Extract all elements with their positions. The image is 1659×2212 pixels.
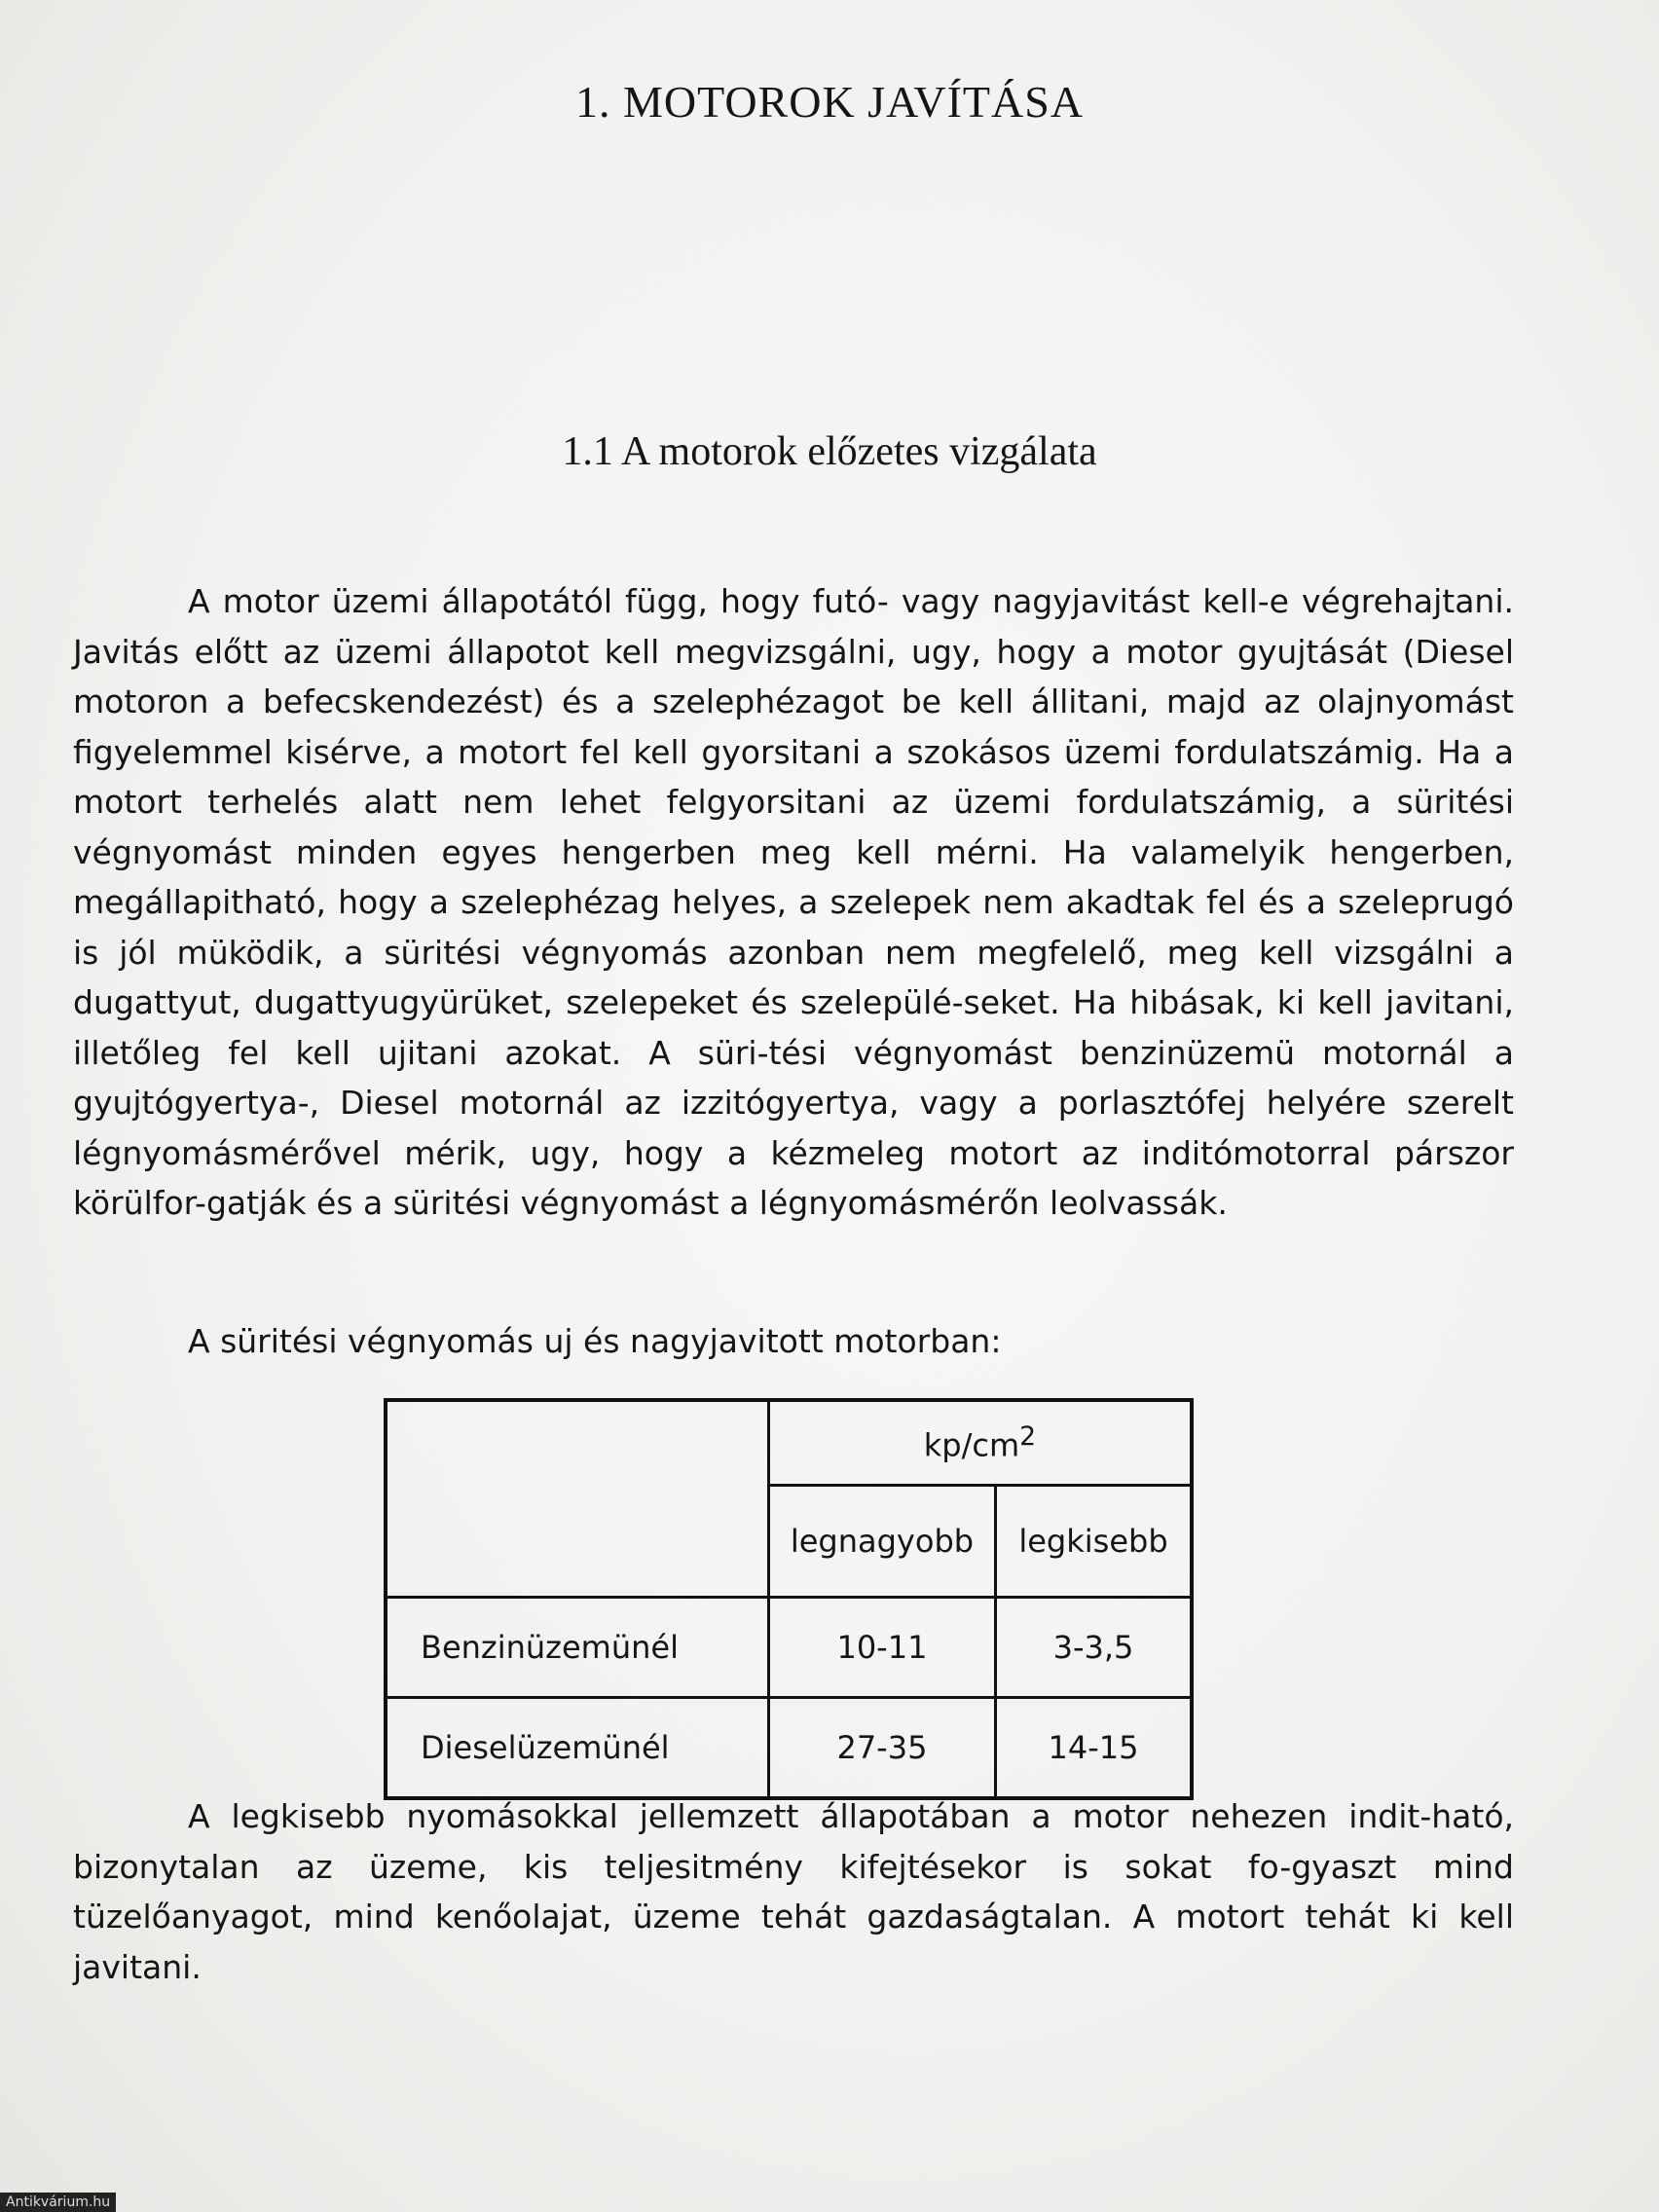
cell-diesel-max: 27-35: [768, 1698, 995, 1799]
row-label-diesel: Dieselüzemünél: [386, 1698, 768, 1799]
compression-pressure-table: [384, 1398, 1194, 1800]
table-unit-header: [768, 1400, 1192, 1486]
table-blank-corner: [386, 1400, 768, 1598]
paragraph-conclusion: A legkisebb nyomásokkal jellemzett állapotában a motor nehezen indit-ható, bizonytalan az üzeme, kis teljesitmény kifejtésekor is sokat fo-gyaszt mind tüzelőanyagot, mind kenőolajat, üzeme tehát gazdaságtalan. A motort tehát ki kell javitani.: [73, 1797, 1514, 1986]
section-title: 1.1 A motorok előzetes vizgálata: [562, 429, 1097, 474]
column-header-min: legkisebb: [996, 1486, 1193, 1598]
unit-exponent: 2: [1019, 1421, 1037, 1453]
unit-base: kp/cm: [923, 1426, 1020, 1464]
table-row: [386, 1598, 1192, 1698]
site-watermark: Antikvárium.hu: [0, 2193, 116, 2212]
paragraph-engine-inspection: A motor üzemi állapotától függ, hogy futó- vagy nagyjavitást kell-e végrehajtani. Javitás előtt az üzemi állapotot kell megvizsgálni, ugy, hogy a motor gyujtását (Diesel motoron a befecskendezést) és a szelephézagot be kell állitani, majd az olajnyomást figyelemmel kisérve, a motort fel kell gyorsitani a szokásos üzemi fordulatszámig. Ha a motort terhelés alatt nem lehet felgyorsitani az üzemi fordulatszámig, a süritési végnyomást minden egyes hengerben meg kell mérni. Ha valamelyik hengerben, megállapitható, hogy a szelephézag helyes, a szelepek nem akadtak fel és a szeleprugó is jól müködik, a süritési végnyomás azonban nem megfelelő, meg kell vizsgálni a dugattyut, dugattyugyürüket, szelepeket és szelepülé-seket. Ha hibásak, ki kell javitani, illetőleg fel kell ujitani azokat. A süri-tési végnyomást benzinüzemü motornál a gyujtógyertya-, Diesel motornál az izzitógyertya, vagy a porlasztófej helyére szerelt légnyomásmérővel mérik, ugy, hogy a kézmeleg motort az inditómotorral párszor körülfor-gatják és a süritési végnyomást a légnyomásmérőn leolvassák.: [73, 582, 1514, 1222]
row-label-petrol: Benzinüzemünél: [386, 1598, 768, 1698]
cell-petrol-min: 3-3,5: [996, 1598, 1193, 1698]
table-row: [386, 1698, 1192, 1799]
paragraph-table-intro: A süritési végnyomás uj és nagyjavitott motorban:: [188, 1322, 1002, 1360]
chapter-title: 1. MOTOROK JAVÍTÁSA: [574, 77, 1085, 127]
cell-petrol-max: 10-11: [768, 1598, 995, 1698]
column-header-max: legnagyobb: [768, 1486, 995, 1598]
cell-diesel-min: 14-15: [996, 1698, 1193, 1799]
